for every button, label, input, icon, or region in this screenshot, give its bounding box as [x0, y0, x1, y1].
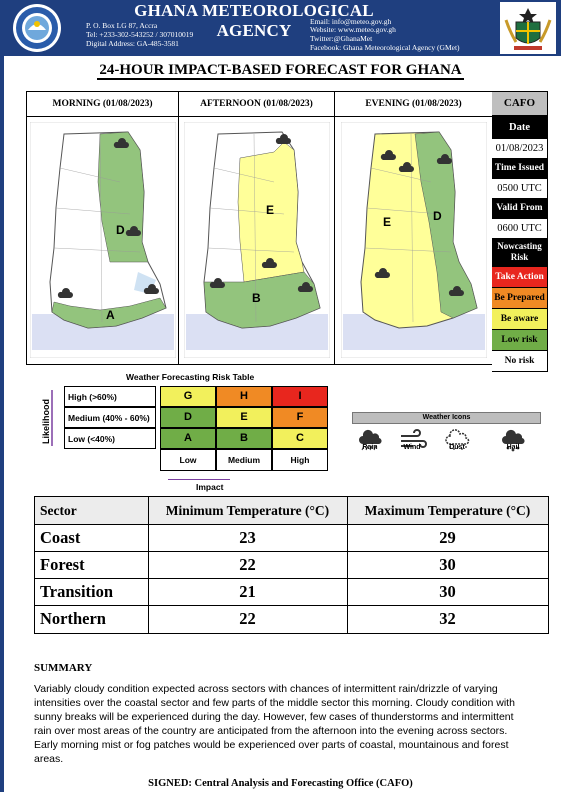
risk-cell-h: H [216, 386, 272, 407]
date-label: Date [492, 116, 547, 138]
risk-be-aware: Be aware [492, 308, 547, 329]
sector-transition: Transition [35, 579, 148, 606]
zone-label-e: E [266, 203, 275, 217]
sector-northern: Northern [40, 609, 106, 628]
max-temp-coast: 29 [347, 525, 548, 552]
page-title: 24-HOUR IMPACT-BASED FORECAST FOR GHANA [99, 62, 462, 78]
weather-icons-title: Weather Icons [352, 412, 541, 424]
phone-line: Tel: +233-302-543252 / 307010019 [86, 30, 194, 39]
min-temp-transition: 21 [148, 579, 347, 606]
risk-row-high: High (>60%) [64, 386, 156, 407]
risk-row-medium: Medium (40% - 60%) [64, 407, 156, 428]
risk-cell-e: E [216, 407, 272, 428]
nowcasting-risk-label: Nowcasting Risk [492, 238, 547, 266]
afternoon-map-cell [179, 117, 335, 364]
valid-from-value: 0600 UTC [492, 218, 547, 238]
morning-panel-label: MORNING (01/08/2023) [27, 92, 179, 117]
impact-col-low: Low [160, 449, 216, 471]
summary-text: Variably cloudy condition expected across sectors with chances of intermittent rain/drizzle of varying intensities over the coastal sector and few parts of the middle sector this morning. Cloudy condition with sunny breaks will be experienced during the day. However, few cases of thunderstorms and intermittent rain over most areas of the country are anticipated from the afternoon into the evening across sectors. Early morning mist or fog patches would be experienced over parts of coastal, mountainous and forest areas. [34, 683, 515, 766]
min-temp-forest: 22 [148, 552, 347, 579]
impact-col-medium: Medium [216, 449, 272, 471]
digital-address-line: Digital Address: GA-485-3581 [86, 39, 179, 48]
risk-row-low: Low (<40%) [64, 428, 156, 449]
risk-low-risk: Low risk [492, 329, 547, 350]
risk-no-risk: No risk [492, 350, 547, 371]
evening-panel-label: EVENING (01/08/2023) [335, 92, 492, 117]
zone-label-a: A [106, 308, 115, 322]
zone-label-d: D [116, 223, 125, 237]
evening-forecast-map [341, 122, 487, 358]
rain-label: Rain [362, 444, 378, 451]
impact-col-high: High [272, 449, 328, 471]
zone-label-d: D [433, 209, 442, 223]
table-divider [347, 497, 348, 633]
impact-label: Impact [196, 482, 224, 492]
min-temp-header: Minimum Temperature (°C) [148, 497, 347, 525]
risk-cell-c: C [272, 428, 328, 449]
gmet-logo-icon [8, 2, 66, 54]
valid-from-label: Valid From [492, 198, 547, 218]
facebook-line: Facebook: Ghana Meteorological Agency (GMet) [310, 43, 460, 52]
cafo-info-column [492, 91, 548, 372]
risk-cell-d: D [160, 407, 216, 428]
max-temp-header: Maximum Temperature (°C) [347, 497, 548, 525]
risk-be-prepared: Be Prepared [492, 287, 547, 308]
twitter-line: Twitter:@GhanaMet [310, 34, 373, 43]
afternoon-forecast-map [184, 122, 330, 358]
summary-heading: SUMMARY [34, 662, 93, 674]
email-line: Email: info@meteo.gov.gh [310, 17, 392, 26]
zone-label-e: E [383, 215, 392, 229]
likelihood-label: Likelihood [41, 399, 51, 444]
max-temp-northern: 32 [439, 609, 456, 628]
agency-header [4, 0, 561, 56]
date-value: 01/08/2023 [492, 138, 547, 158]
sector-forest: Forest [35, 552, 148, 579]
afternoon-panel-label: AFTERNOON (01/08/2023) [179, 92, 335, 117]
min-temp-northern: 22 [239, 609, 256, 628]
max-temp-transition: 30 [347, 579, 548, 606]
risk-cell-i: I [272, 386, 328, 407]
agency-name: GHANA METEOROLOGICAL AGENCY [134, 1, 374, 40]
risk-cell-f: F [272, 407, 328, 428]
likelihood-axis [38, 388, 54, 448]
wind-label: Wind [403, 444, 421, 451]
risk-cell-g: G [160, 386, 216, 407]
hail-label: Hail [506, 444, 520, 451]
risk-cell-a: A [160, 428, 216, 449]
table-divider [148, 497, 149, 633]
temperature-table [34, 496, 549, 634]
time-issued-label: Time Issued [492, 158, 547, 178]
risk-cell-b: B [216, 428, 272, 449]
signed-line: SIGNED: Central Analysis and Forecasting Office (CAFO) [148, 778, 413, 789]
min-temp-coast: 23 [148, 525, 347, 552]
morning-map-cell [27, 117, 179, 364]
dust-label: Dust [449, 444, 465, 451]
impact-axis-line [168, 479, 230, 480]
max-temp-forest: 30 [347, 552, 548, 579]
address-line: P. O. Box LG 87, Accra [86, 21, 158, 30]
evening-map-cell [335, 117, 492, 364]
left-accent-bar [0, 0, 4, 792]
morning-forecast-map [30, 122, 176, 358]
coat-of-arms-icon [500, 2, 556, 54]
sector-header: Sector [35, 497, 148, 525]
risk-table-title: Weather Forecasting Risk Table [126, 372, 255, 382]
forecast-map-panel [26, 91, 493, 365]
cafo-header: CAFO [492, 92, 547, 116]
time-issued-value: 0500 UTC [492, 178, 547, 198]
zone-label-b: B [252, 291, 261, 305]
risk-take-action: Take Action [492, 266, 547, 287]
sector-coast: Coast [35, 525, 148, 552]
website-line: Website: www.meteo.gov.gh [310, 25, 396, 34]
